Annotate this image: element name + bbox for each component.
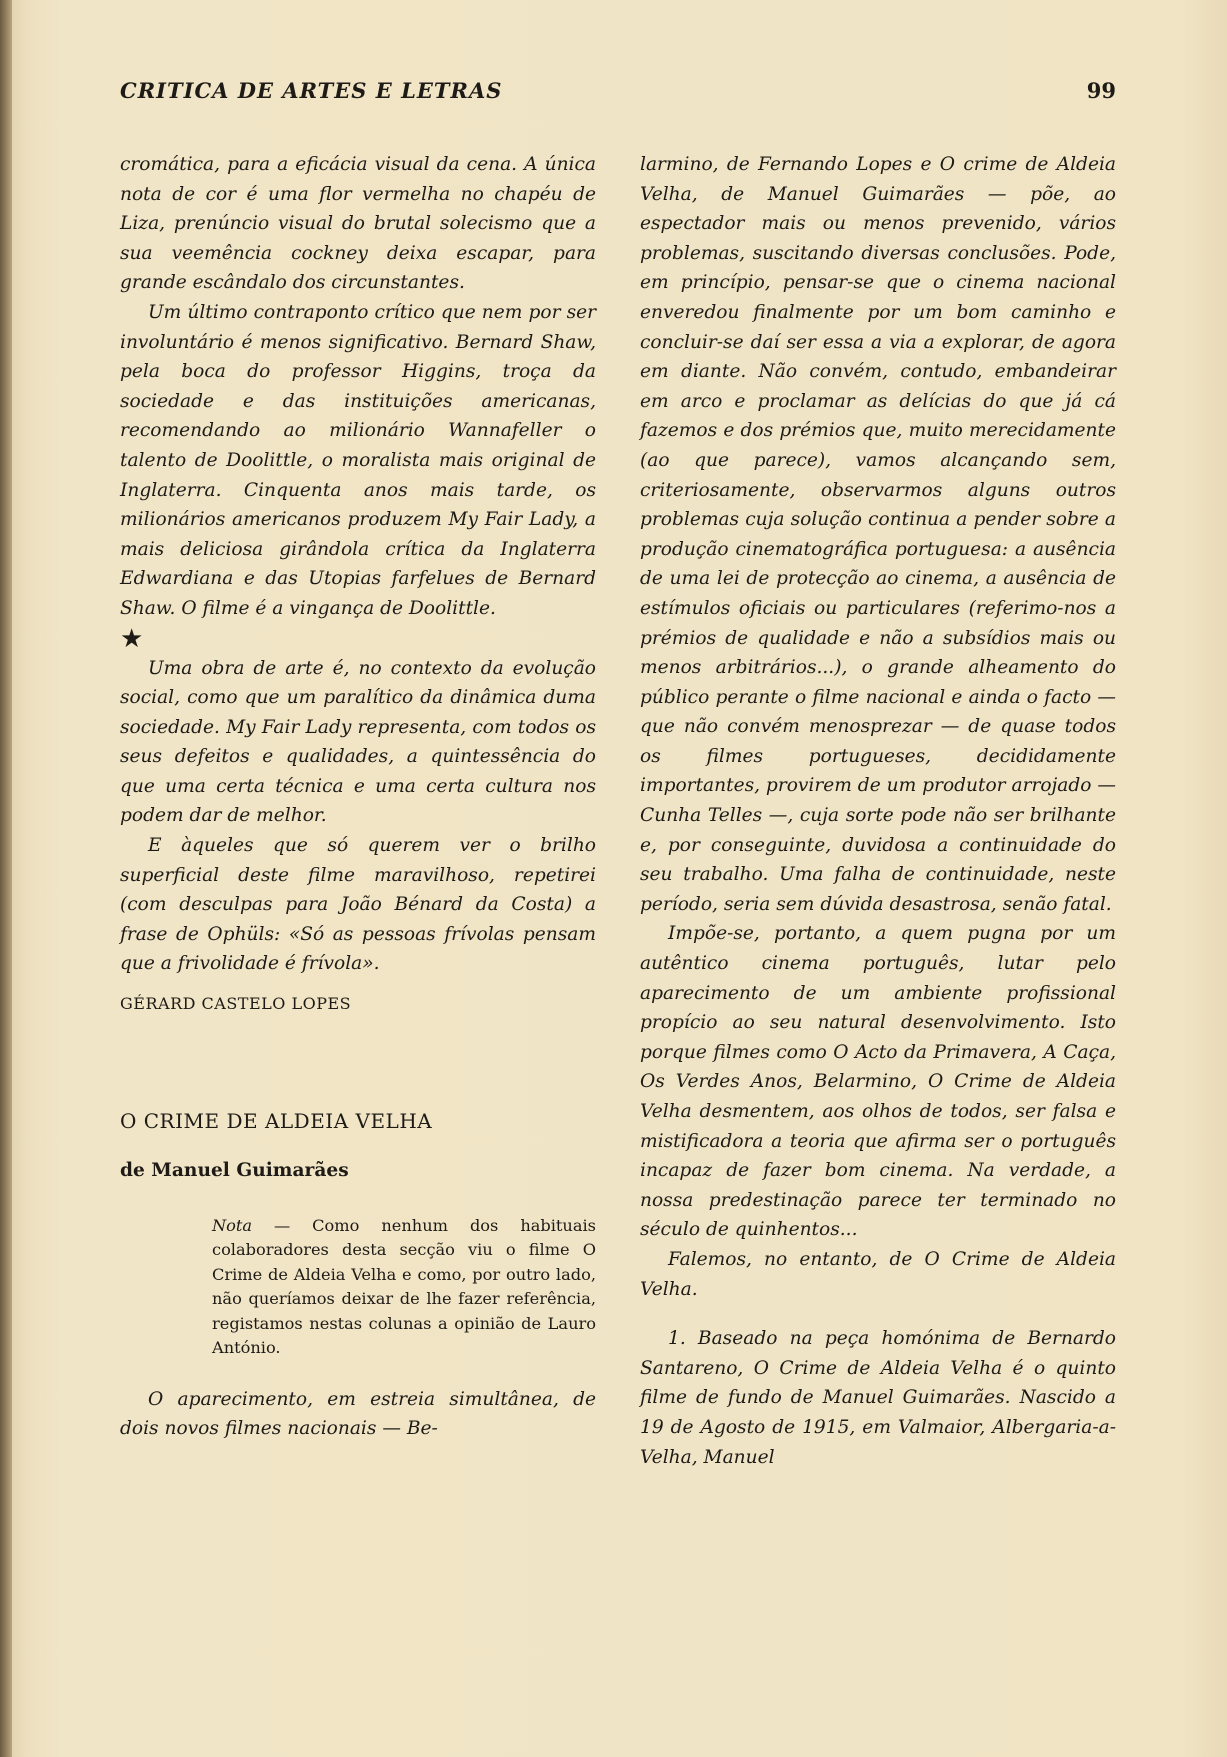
section-subtitle: de Manuel Guimarães bbox=[120, 1160, 349, 1182]
page-binding-edge bbox=[0, 0, 12, 1757]
editor-note bbox=[212, 1214, 596, 1361]
right-column bbox=[640, 150, 1116, 1472]
left-paragraph-1: cromática, para a eficácia visual da cena. A única nota de cor é uma flor vermelha no chapéu de Liza, prenúncio visual do brutal solecismo que a sua veemência cockney deixa escapar, para grande escândalo dos circunstantes. bbox=[120, 154, 596, 294]
left-paragraph-3: Uma obra de arte é, no contexto da evolução social, como que um paralítico da dinâmica duma sociedade. My Fair Lady representa, com todos os seus defeitos e qualidades, a quintessência do que uma certa técnica e uma certa cultura nos podem dar de melhor. bbox=[120, 657, 596, 827]
right-paragraph-2: Impõe-se, portanto, a quem pugna por um autêntico cinema português, lutar pelo aparecimento de um ambiente profissional propício ao seu natural desenvolvimento. Isto porque filmes como O Acto da Primavera, A Caça, Os Verdes Anos, Belarmino, O Crime de Aldeia Velha desmentem, aos olhos de todos, ser falsa e mistificadora a teoria que afirma ser o português incapaz de fazer bom cinema. Na verdade, a nossa predestinação parece ter terminado no século de quinhentos... bbox=[640, 923, 1116, 1241]
left-column bbox=[120, 150, 596, 1444]
footnote-1: 1. Baseado na peça homónima de Bernardo Santareno, O Crime de Aldeia Velha é o quinto filme de fundo de Manuel Guimarães. Nascido a 19 de Agosto de 1915, em Valmaior, Albergaria-a-Velha, Manuel bbox=[640, 1328, 1116, 1468]
section-title: O CRIME DE ALDEIA VELHA bbox=[120, 1108, 433, 1133]
editor-note-text: — Como nenhum dos habituais colaboradores desta secção viu o filme O Crime de Aldeia Velha e como, por outro lado, não queríamos deixar de lhe fazer referência, registamos nestas colunas a opinião de Lauro António. bbox=[212, 1215, 596, 1358]
page-header bbox=[120, 78, 1116, 114]
right-paragraph-1: larmino, de Fernando Lopes e O crime de Aldeia Velha, de Manuel Guimarães — põe, ao espectador mais ou menos prevenido, vários problemas, suscitando diversas conclusões. Pode, em princípio, pensar-se que o cinema nacional enveredou finalmente por um bom caminho e concluir-se daí ser essa a via a explorar, de agora em diante. Não convém, contudo, embandeirar em arco e proclamar as delícias do que já cá fazemos e dos prémios que, muito merecidamente (ao que parece), vamos alcançando sem, criteriosamente, observarmos alguns outros problemas cuja solução continua a pender sobre a produção cinematográfica portuguesa: a ausência de uma lei de protecção ao cinema, a ausência de estímulos oficiais ou particulares (referimo-nos a prémios de qualidade e não a subsídios mais ou menos arbitrários...), o grande alheamento do público perante o filme nacional e ainda o facto — que não convém menosprezar — de quase todos os filmes portugueses, decididamente importantes, provirem de um produtor arrojado — Cunha Telles —, cuja sorte pode não ser brilhante e, por conseguinte, duvidosa a continuidade do seu trabalho. Uma falha de continuidade, neste período, seria sem dúvida desastrosa, senão fatal. bbox=[640, 154, 1116, 915]
left-paragraph-5: O aparecimento, em estreia simultânea, de dois novos filmes nacionais — Be- bbox=[120, 1388, 596, 1440]
running-title: CRITICA DE ARTES E LETRAS bbox=[120, 78, 503, 103]
star-separator-icon: ★ bbox=[120, 623, 144, 654]
editor-note-label: Nota bbox=[212, 1215, 253, 1235]
left-paragraph-4: E àqueles que só querem ver o brilho superficial deste filme maravilhoso, repetirei (com desculpas para João Bénard da Costa) a frase de Ophüls: «Só as pessoas frívolas pensam que a frivolidade é frívola». bbox=[120, 835, 596, 975]
author-signature: GÉRARD CASTELO LOPES bbox=[120, 994, 352, 1014]
right-paragraph-3: Falemos, no entanto, de O Crime de Aldeia Velha. bbox=[640, 1248, 1116, 1300]
left-paragraph-2: Um último contraponto crítico que nem por ser involuntário é menos significativo. Bernard Shaw, pela boca do professor Higgins, troça da sociedade e das instituições americanas, recomendando ao milionário Wannafeller o talento de Doolittle, o moralista mais original de Inglaterra. Cinquenta anos mais tarde, os milionários americanos produzem My Fair Lady, a mais deliciosa girândola crítica da Inglaterra Edwardiana e das Utopias farfelues de Bernard Shaw. O filme é a vingança de Doolittle. bbox=[120, 301, 596, 619]
page-number: 99 bbox=[1086, 78, 1116, 103]
